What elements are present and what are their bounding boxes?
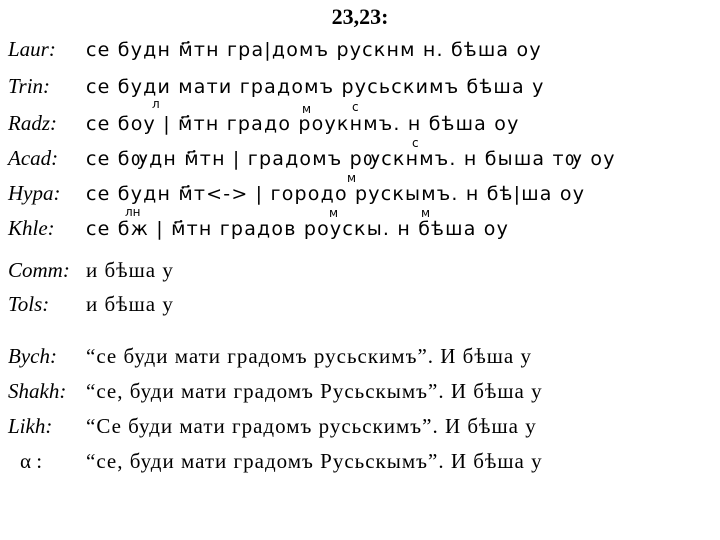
reading-row-laur xyxy=(8,34,542,64)
reading-row-likh xyxy=(8,411,537,441)
reading-text: “се, буди мати градомъ Русьскымъ”. И бѣша у xyxy=(86,379,543,403)
reading-row-hypa xyxy=(8,178,585,208)
reading-text: “Се буди мати градомъ русьскимъ”. И бѣша у xyxy=(86,414,537,438)
reading-text: се буди мати градомъ русьскимъ бѣша у xyxy=(86,76,545,98)
reading-row-shakh xyxy=(8,376,543,406)
superscript-letter: м xyxy=(302,102,312,116)
superscript-letter: лн xyxy=(125,205,141,219)
superscript-letter: м xyxy=(329,206,339,220)
superscript-letter: с xyxy=(352,100,359,114)
reading-text: се бж | м҃тн градов роускы. н бѣша оу xyxy=(86,218,510,240)
section-number: 23,23: xyxy=(331,4,389,29)
reading-text: и бѣша у xyxy=(86,258,174,282)
reading-text: се будн м҃тн гра|домъ рускнм н. бѣша оу xyxy=(86,39,542,61)
reading-text: “се буди мати градомъ русьскимъ”. И бѣша у xyxy=(86,344,533,368)
reading-row-tols xyxy=(8,289,174,319)
siglum: Tols: xyxy=(8,292,50,316)
siglum: Laur: xyxy=(8,37,56,61)
superscript-letter: л xyxy=(152,97,160,111)
siglum: Acad: xyxy=(8,146,59,170)
siglum: Likh: xyxy=(8,414,53,438)
reading-row-alpha xyxy=(8,446,543,476)
siglum: Khle: xyxy=(8,216,55,240)
reading-row-khle xyxy=(8,213,509,243)
siglum: α : xyxy=(20,449,43,473)
reading-row-comm xyxy=(8,255,174,285)
siglum: Comm: xyxy=(8,258,70,282)
superscript-letter: с xyxy=(412,136,419,150)
reading-text: се будн м҃т<-> | городо рускымъ. н бѣ|ша оу xyxy=(86,183,586,205)
reading-text: “се, буди мати градомъ Русьскымъ”. И бѣша у xyxy=(86,449,543,473)
siglum: Shakh: xyxy=(8,379,67,403)
reading-text: и бѣша у xyxy=(86,292,174,316)
reading-row-trin xyxy=(8,71,545,101)
siglum: Bych: xyxy=(8,344,57,368)
reading-text: се бѹдн м҃тн | градомъ рѹскнмъ. н быша тѹ оу xyxy=(86,148,616,170)
reading-row-bych xyxy=(8,341,532,371)
siglum: Radz: xyxy=(8,111,57,135)
superscript-letter: м xyxy=(421,206,431,220)
superscript-letter: м xyxy=(347,171,357,185)
reading-text: се боу | м҃тн градо роукнмъ. н бѣша оу xyxy=(86,113,520,135)
reading-row-radz xyxy=(8,108,520,138)
siglum: Trin: xyxy=(8,74,51,98)
reading-row-acad xyxy=(8,143,616,173)
siglum: Hypa: xyxy=(8,181,61,205)
